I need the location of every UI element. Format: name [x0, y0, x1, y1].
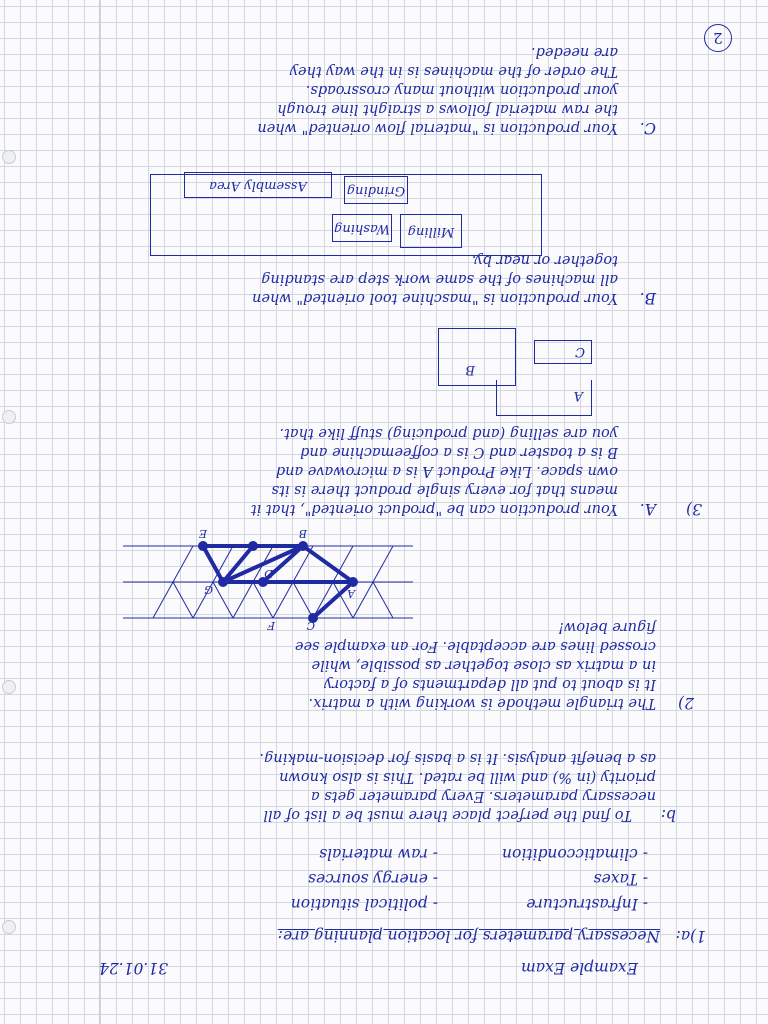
page-date: 31.01.24 [98, 959, 168, 977]
param-item: - climaticcondition [502, 845, 648, 863]
q3b-label: B. [639, 289, 656, 307]
q3c-line: are needed. [530, 44, 618, 60]
area-label: Washing [334, 221, 390, 236]
q1b-line: as a benefit analysis. It is a basis for decision-making. [259, 750, 656, 766]
q3c-line: The order of the machines is in the way they [289, 63, 618, 79]
q2-label: 2) [678, 694, 694, 712]
q3b-line: Your production is "maschine tool oriented" when [252, 290, 618, 306]
area-label: Assembly Area [209, 178, 307, 193]
param-item: - political situation [290, 895, 438, 913]
q3a-line: own space. Like Product A is a microwave and [275, 463, 618, 479]
area-washing [332, 214, 392, 242]
param-item: - Infrastructure [526, 895, 648, 913]
param-item: - raw materials [319, 845, 438, 863]
q3c-line: the raw material follows a straight line trough [277, 101, 618, 117]
q2-line: It is about to put all departments of a factory [324, 676, 656, 692]
area-label: B [465, 362, 475, 377]
triangle-matrix-figure [123, 527, 413, 632]
page-title: Example Exam [521, 959, 638, 977]
punch-hole [2, 150, 16, 164]
punch-hole [2, 920, 16, 934]
q3a-line: B is a toaster and C is a coffeemachine and [300, 444, 618, 460]
area-label: Grinding [346, 183, 406, 198]
punch-hole [2, 680, 16, 694]
q1a-label: 1)a: [675, 927, 706, 945]
node-label: A [347, 587, 355, 600]
product-area-b [438, 328, 516, 386]
area-label: C [575, 344, 585, 359]
q1b-line: To find the perfect place there must be a list of all [263, 807, 632, 823]
q1b-line: necessary parameters. Every parameter gets a [311, 788, 656, 804]
q3a-line: you are selling (and producing) stuff like that. [279, 425, 618, 441]
area-assembly [184, 172, 332, 198]
param-item: - energy sources [308, 870, 438, 888]
node-label: B [298, 527, 307, 540]
q3-label: 3) [686, 500, 702, 518]
punch-holes [0, 0, 20, 1024]
q3b-line: together or near by. [471, 252, 618, 268]
q3c-label: C. [639, 119, 656, 137]
node-label: C [306, 619, 315, 632]
area-grinding [344, 176, 408, 204]
q3a-line: Your production can be "product oriented", that it [250, 501, 618, 517]
product-area-c [534, 340, 592, 364]
q3a-line: means that for every single product there is its [271, 482, 618, 498]
q3c-line: Your production is "material flow oriented" when [257, 120, 618, 136]
page-number: 2 [704, 24, 732, 52]
q3a-label: A. [639, 500, 656, 518]
q1b-line: priority (in %) and will be rated. This is also known [279, 769, 656, 785]
q2-line: figure below! [558, 619, 656, 635]
punch-hole [2, 410, 16, 424]
node-label: E [198, 527, 207, 540]
param-item: - Taxes [593, 870, 648, 888]
area-label: A [573, 388, 583, 403]
q2-line: in a matrix as close together as possible, while [311, 657, 656, 673]
q1b-label: b: [660, 806, 676, 824]
margin-line [99, 0, 100, 1024]
q1a-heading: Necessary parameters for location planning are: [277, 927, 660, 945]
q3b-line: all machines of the same work step are standing [261, 271, 618, 287]
q2-line: crossed lines are acceptable. For an example see [294, 638, 656, 654]
node-label: D [264, 567, 273, 580]
area-label: Milling [407, 224, 455, 239]
area-milling [400, 214, 462, 248]
q2-line: The triangle methode is working with a matrix. [308, 695, 656, 711]
q3c-line: your production without many crossroads. [305, 82, 618, 98]
node-label: F [267, 619, 275, 632]
node-label: G [204, 583, 213, 596]
